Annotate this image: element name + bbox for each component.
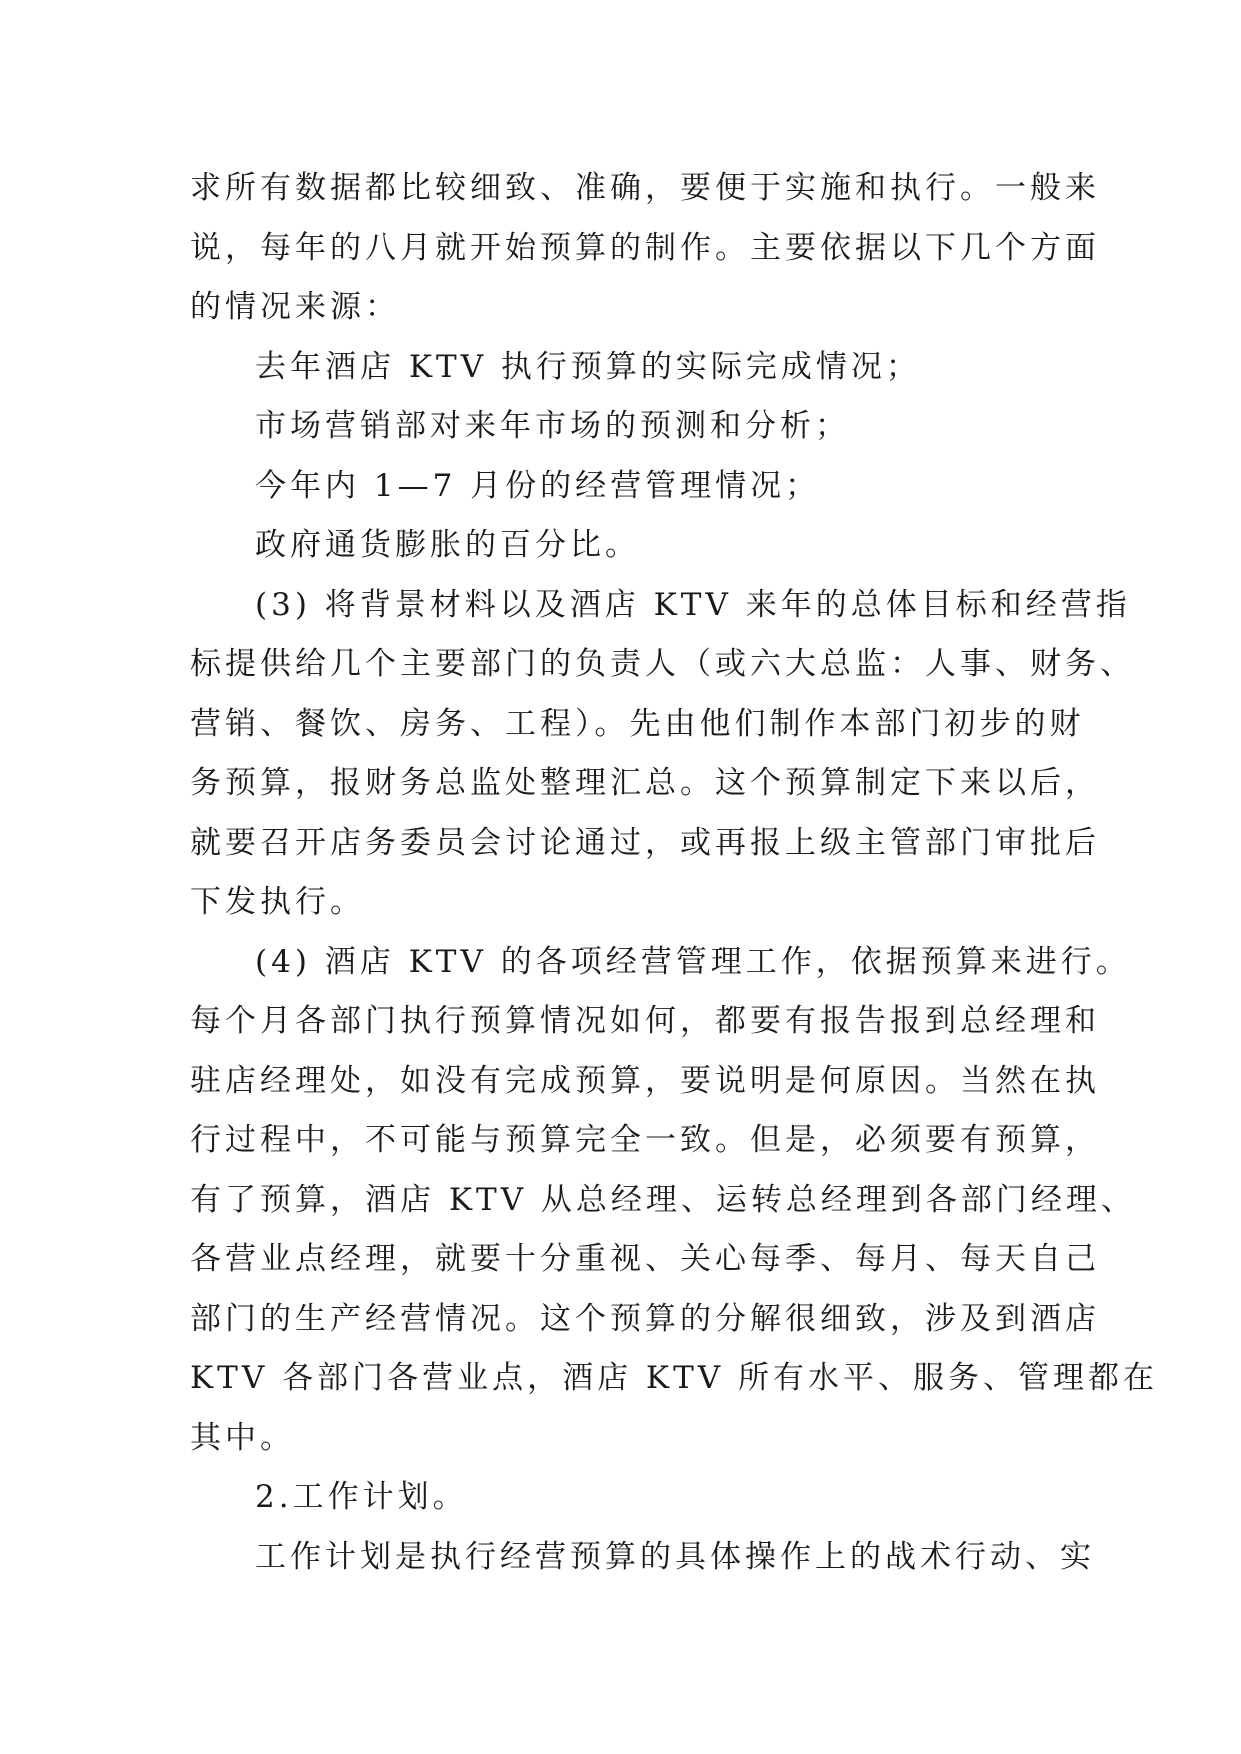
- text-line: 其中。: [190, 1419, 295, 1456]
- text-line: 各营业点经理，就要十分重视、关心每季、每月、每天自己: [190, 1241, 1100, 1277]
- text-line: 下发执行。: [190, 884, 365, 920]
- text-line: 的情况来源：: [190, 289, 400, 325]
- text-line: 部门的生产经营情况。这个预算的分解很细致，涉及到酒店: [190, 1300, 1100, 1337]
- text-line: 政府通货膨胀的百分比。: [255, 527, 640, 563]
- text-line: 务预算，报财务总监处整理汇总。这个预算制定下来以后，: [190, 765, 1100, 801]
- document-body: [190, 159, 1159, 1587]
- text-line: 行过程中，不可能与预算完全一致。但是，必须要有预算，: [190, 1122, 1100, 1158]
- text-line: 工作计划是执行经营预算的具体操作上的战术行动、实: [255, 1538, 1095, 1575]
- text-line: 就要召开店务委员会讨论通过，或再报上级主管部门审批后: [190, 824, 1100, 861]
- text-line: 去年酒店 KTV 执行预算的实际完成情况；: [255, 348, 921, 385]
- text-line: KTV 各部门各营业点，酒店 KTV 所有水平、服务、管理都在: [190, 1360, 1159, 1396]
- text-line: 营销、餐饮、房务、工程）。先由他们制作本部门初步的财: [190, 705, 1085, 742]
- text-line: (4) 酒店 KTV 的各项经营管理工作，依据预算来进行。: [255, 943, 1131, 980]
- text-line: 今年内 1—7 月份的经营管理情况；: [255, 467, 821, 504]
- text-line: 求所有数据都比较细致、准确，要便于实施和执行。一般来: [190, 170, 1100, 206]
- text-line: 标提供给几个主要部门的负责人（或六大总监：人事、财务、: [190, 646, 1135, 682]
- text-line: 说，每年的八月就开始预算的制作。主要依据以下几个方面: [190, 229, 1100, 266]
- text-line: 每个月各部门执行预算情况如何，都要有报告报到总经理和: [190, 1003, 1100, 1039]
- text-line: 有了预算，酒店 KTV 从总经理、运转总经理到各部门经理、: [190, 1181, 1136, 1218]
- text-line: (3) 将背景材料以及酒店 KTV 来年的总体目标和经营指: [255, 586, 1131, 623]
- text-line: 市场营销部对来年市场的预测和分析；: [255, 408, 850, 444]
- text-line: 驻店经理处，如没有完成预算，要说明是何原因。当然在执: [190, 1062, 1100, 1099]
- text-line: 2.工作计划。: [255, 1479, 468, 1515]
